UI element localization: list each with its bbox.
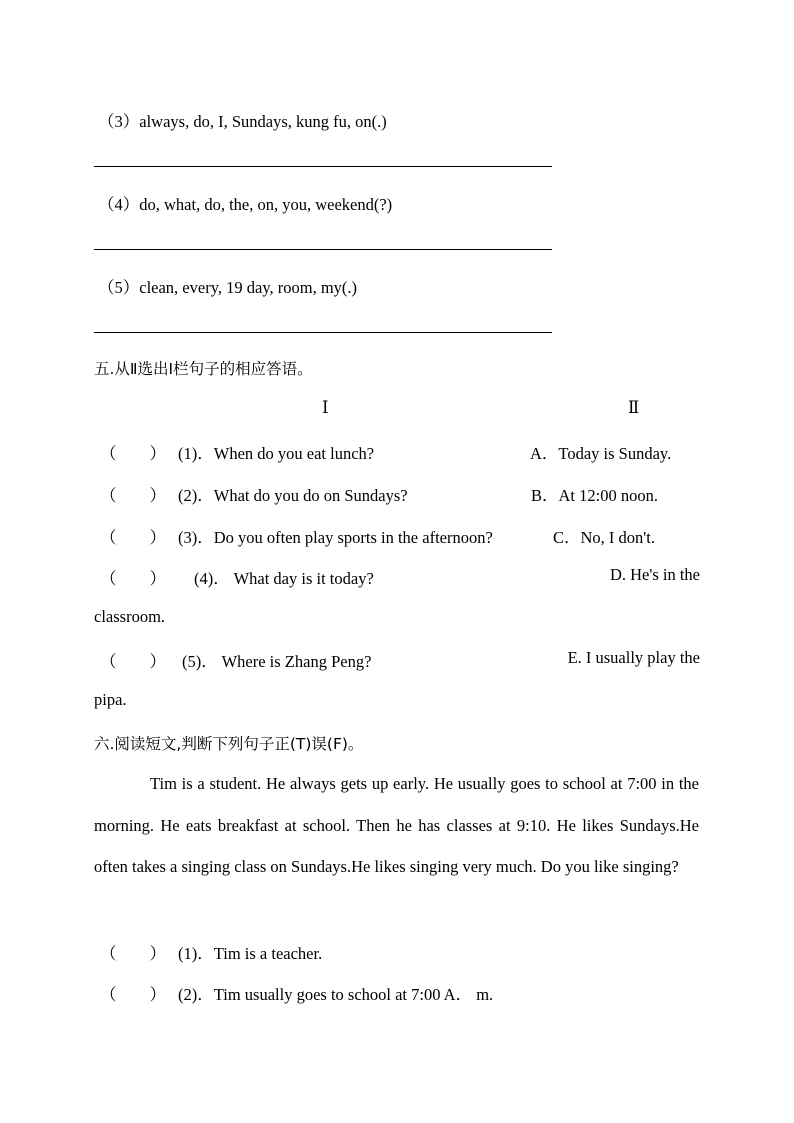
section-six-heading: 六.阅读短文,判断下列句子正(T)误(F)。 bbox=[94, 735, 364, 753]
answer-text: D. He's in the bbox=[609, 565, 700, 584]
reorder-item-4 bbox=[98, 191, 392, 215]
item-words: always, do, I, Sundays, kung fu, on(.) bbox=[139, 112, 387, 131]
answer-text: A．Today is Sunday. bbox=[530, 444, 672, 463]
answer-text-continued: pipa. bbox=[94, 690, 127, 709]
statement-text: (2)．Tim usually goes to school at 7:00 A． m. bbox=[178, 985, 494, 1004]
statement-text: (1)．Tim is a teacher. bbox=[178, 944, 323, 963]
item-number: （4） bbox=[98, 195, 140, 214]
answer-line-5[interactable] bbox=[94, 332, 552, 333]
match-row-2 bbox=[100, 482, 700, 504]
column-two-label: Ⅱ bbox=[628, 398, 640, 417]
question-text: (1)．When do you eat lunch? bbox=[178, 444, 375, 463]
answer-blank[interactable]: （ ） bbox=[100, 652, 166, 671]
match-row-3 bbox=[100, 524, 700, 546]
reading-passage bbox=[94, 763, 699, 888]
answer-text: E. I usually play the bbox=[567, 648, 700, 667]
match-row-5 bbox=[100, 648, 700, 670]
item-words: clean, every, 19 day, room, my(.) bbox=[139, 278, 358, 297]
answer-text: B．At 12:00 noon. bbox=[531, 486, 658, 505]
question-text: (3)．Do you often play sports in the afternoon? bbox=[178, 528, 493, 547]
reorder-item-5 bbox=[98, 274, 357, 298]
question-text: (2)．What do you do on Sundays? bbox=[178, 486, 408, 505]
tf-statement-2 bbox=[100, 981, 700, 1003]
answer-blank[interactable]: （ ） bbox=[100, 944, 166, 963]
item-number: （5） bbox=[98, 278, 140, 297]
passage-text: Tim is a student. He always gets up early. He usually goes to school at 7:00 in the morning. He eats breakfast at school. Then he has classes at 9:10. He likes Sundays.He often takes a singing class on Sundays.He likes singing very much. Do you like singing? bbox=[94, 774, 699, 877]
question-text: (5)． Where is Zhang Peng? bbox=[182, 652, 372, 671]
question-text: (4)． What day is it today? bbox=[194, 569, 374, 588]
answer-blank[interactable]: （ ） bbox=[100, 569, 166, 588]
item-number: （3） bbox=[98, 112, 140, 131]
item-words: do, what, do, the, on, you, weekend(?) bbox=[139, 195, 393, 214]
section-five-heading: 五.从Ⅱ选出Ⅰ栏句子的相应答语。 bbox=[94, 360, 313, 378]
answer-blank[interactable]: （ ） bbox=[100, 486, 166, 505]
reorder-item-3 bbox=[98, 108, 387, 132]
answer-blank[interactable]: （ ） bbox=[100, 444, 166, 463]
answer-line-3[interactable] bbox=[94, 166, 552, 167]
answer-line-4[interactable] bbox=[94, 249, 552, 250]
answer-text-continued: classroom. bbox=[94, 607, 166, 626]
match-row-4 bbox=[100, 565, 700, 587]
answer-blank[interactable]: （ ） bbox=[100, 985, 166, 1004]
answer-text: C．No, I don't. bbox=[553, 528, 655, 547]
column-one-label: Ⅰ bbox=[322, 398, 329, 417]
tf-statement-1 bbox=[100, 940, 700, 962]
match-row-1 bbox=[100, 440, 700, 462]
answer-blank[interactable]: （ ） bbox=[100, 528, 166, 547]
